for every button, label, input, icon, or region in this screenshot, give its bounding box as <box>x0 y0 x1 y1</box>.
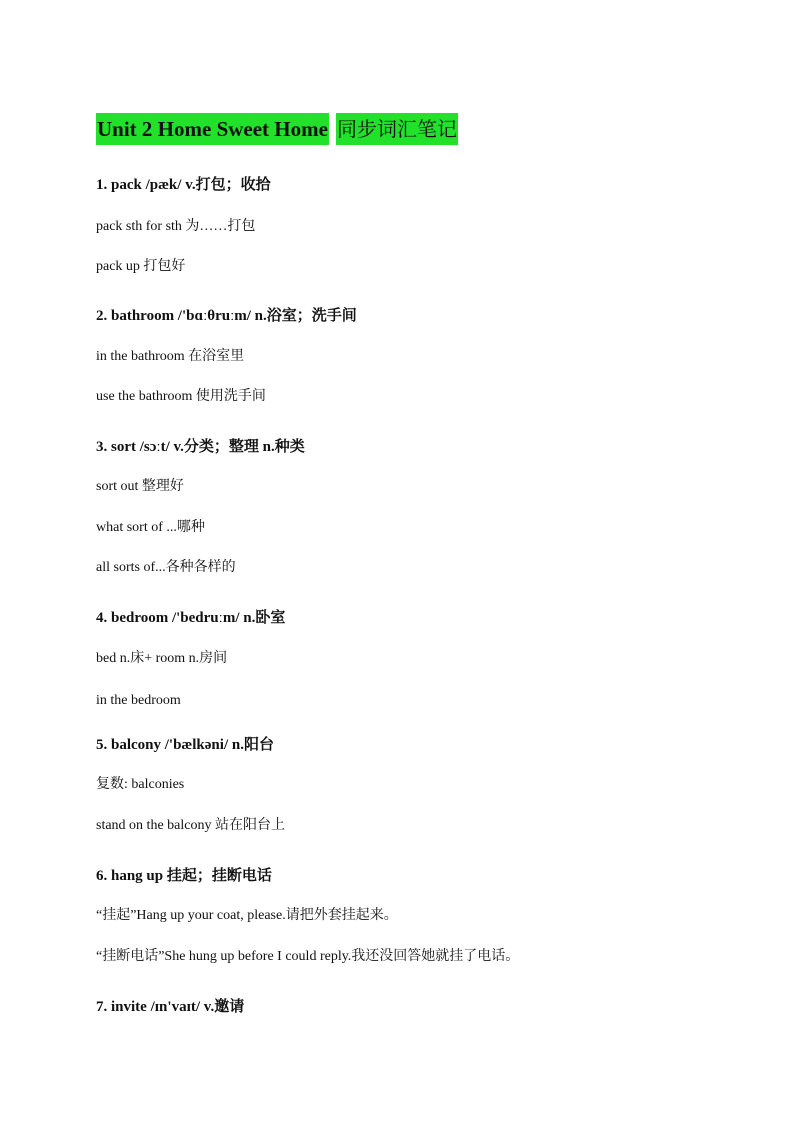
entry-line: bed n.床+ room n.房间 <box>96 651 228 666</box>
entry-heading: 4. bedroom /'bedruːm/ n.卧室 <box>96 610 286 626</box>
entry-line: in the bathroom 在浴室里 <box>96 349 245 364</box>
entry-heading: 1. pack /pæk/ v.打包；收拾 <box>96 177 271 193</box>
entry-line: in the bedroom <box>96 693 181 708</box>
entry-heading: 5. balcony /'bælkəni/ n.阳台 <box>96 737 274 753</box>
entry-line: stand on the balcony 站在阳台上 <box>96 818 285 833</box>
entry-line: “挂起”Hang up your coat, please.请把外套挂起来。 <box>96 908 398 923</box>
entry-line: 复数: balconies <box>96 777 185 792</box>
entry-line: pack up 打包好 <box>96 259 186 274</box>
entry-line: sort out 整理好 <box>96 479 184 494</box>
entry-line: all sorts of...各种各样的 <box>96 560 236 575</box>
entry-heading: 3. sort /sɔːt/ v.分类；整理 n.种类 <box>96 439 305 455</box>
entry-heading: 2. bathroom /'bɑːθruːm/ n.浴室；洗手间 <box>96 308 357 324</box>
title-chinese: 同步词汇笔记 <box>336 113 458 145</box>
entry-line: “挂断电话”She hung up before I could reply.我还没回答她就挂了电话。 <box>96 949 520 964</box>
entry-heading: 7. invite /ɪn'vaɪt/ v.邀请 <box>96 999 245 1015</box>
entry-line: what sort of ...哪种 <box>96 520 205 535</box>
page-title <box>96 113 458 145</box>
title-english: Unit 2 Home Sweet Home <box>96 113 329 145</box>
entry-line: pack sth for sth 为……打包 <box>96 219 256 234</box>
entry-line: use the bathroom 使用洗手间 <box>96 389 266 404</box>
entry-heading: 6. hang up 挂起；挂断电话 <box>96 868 272 884</box>
